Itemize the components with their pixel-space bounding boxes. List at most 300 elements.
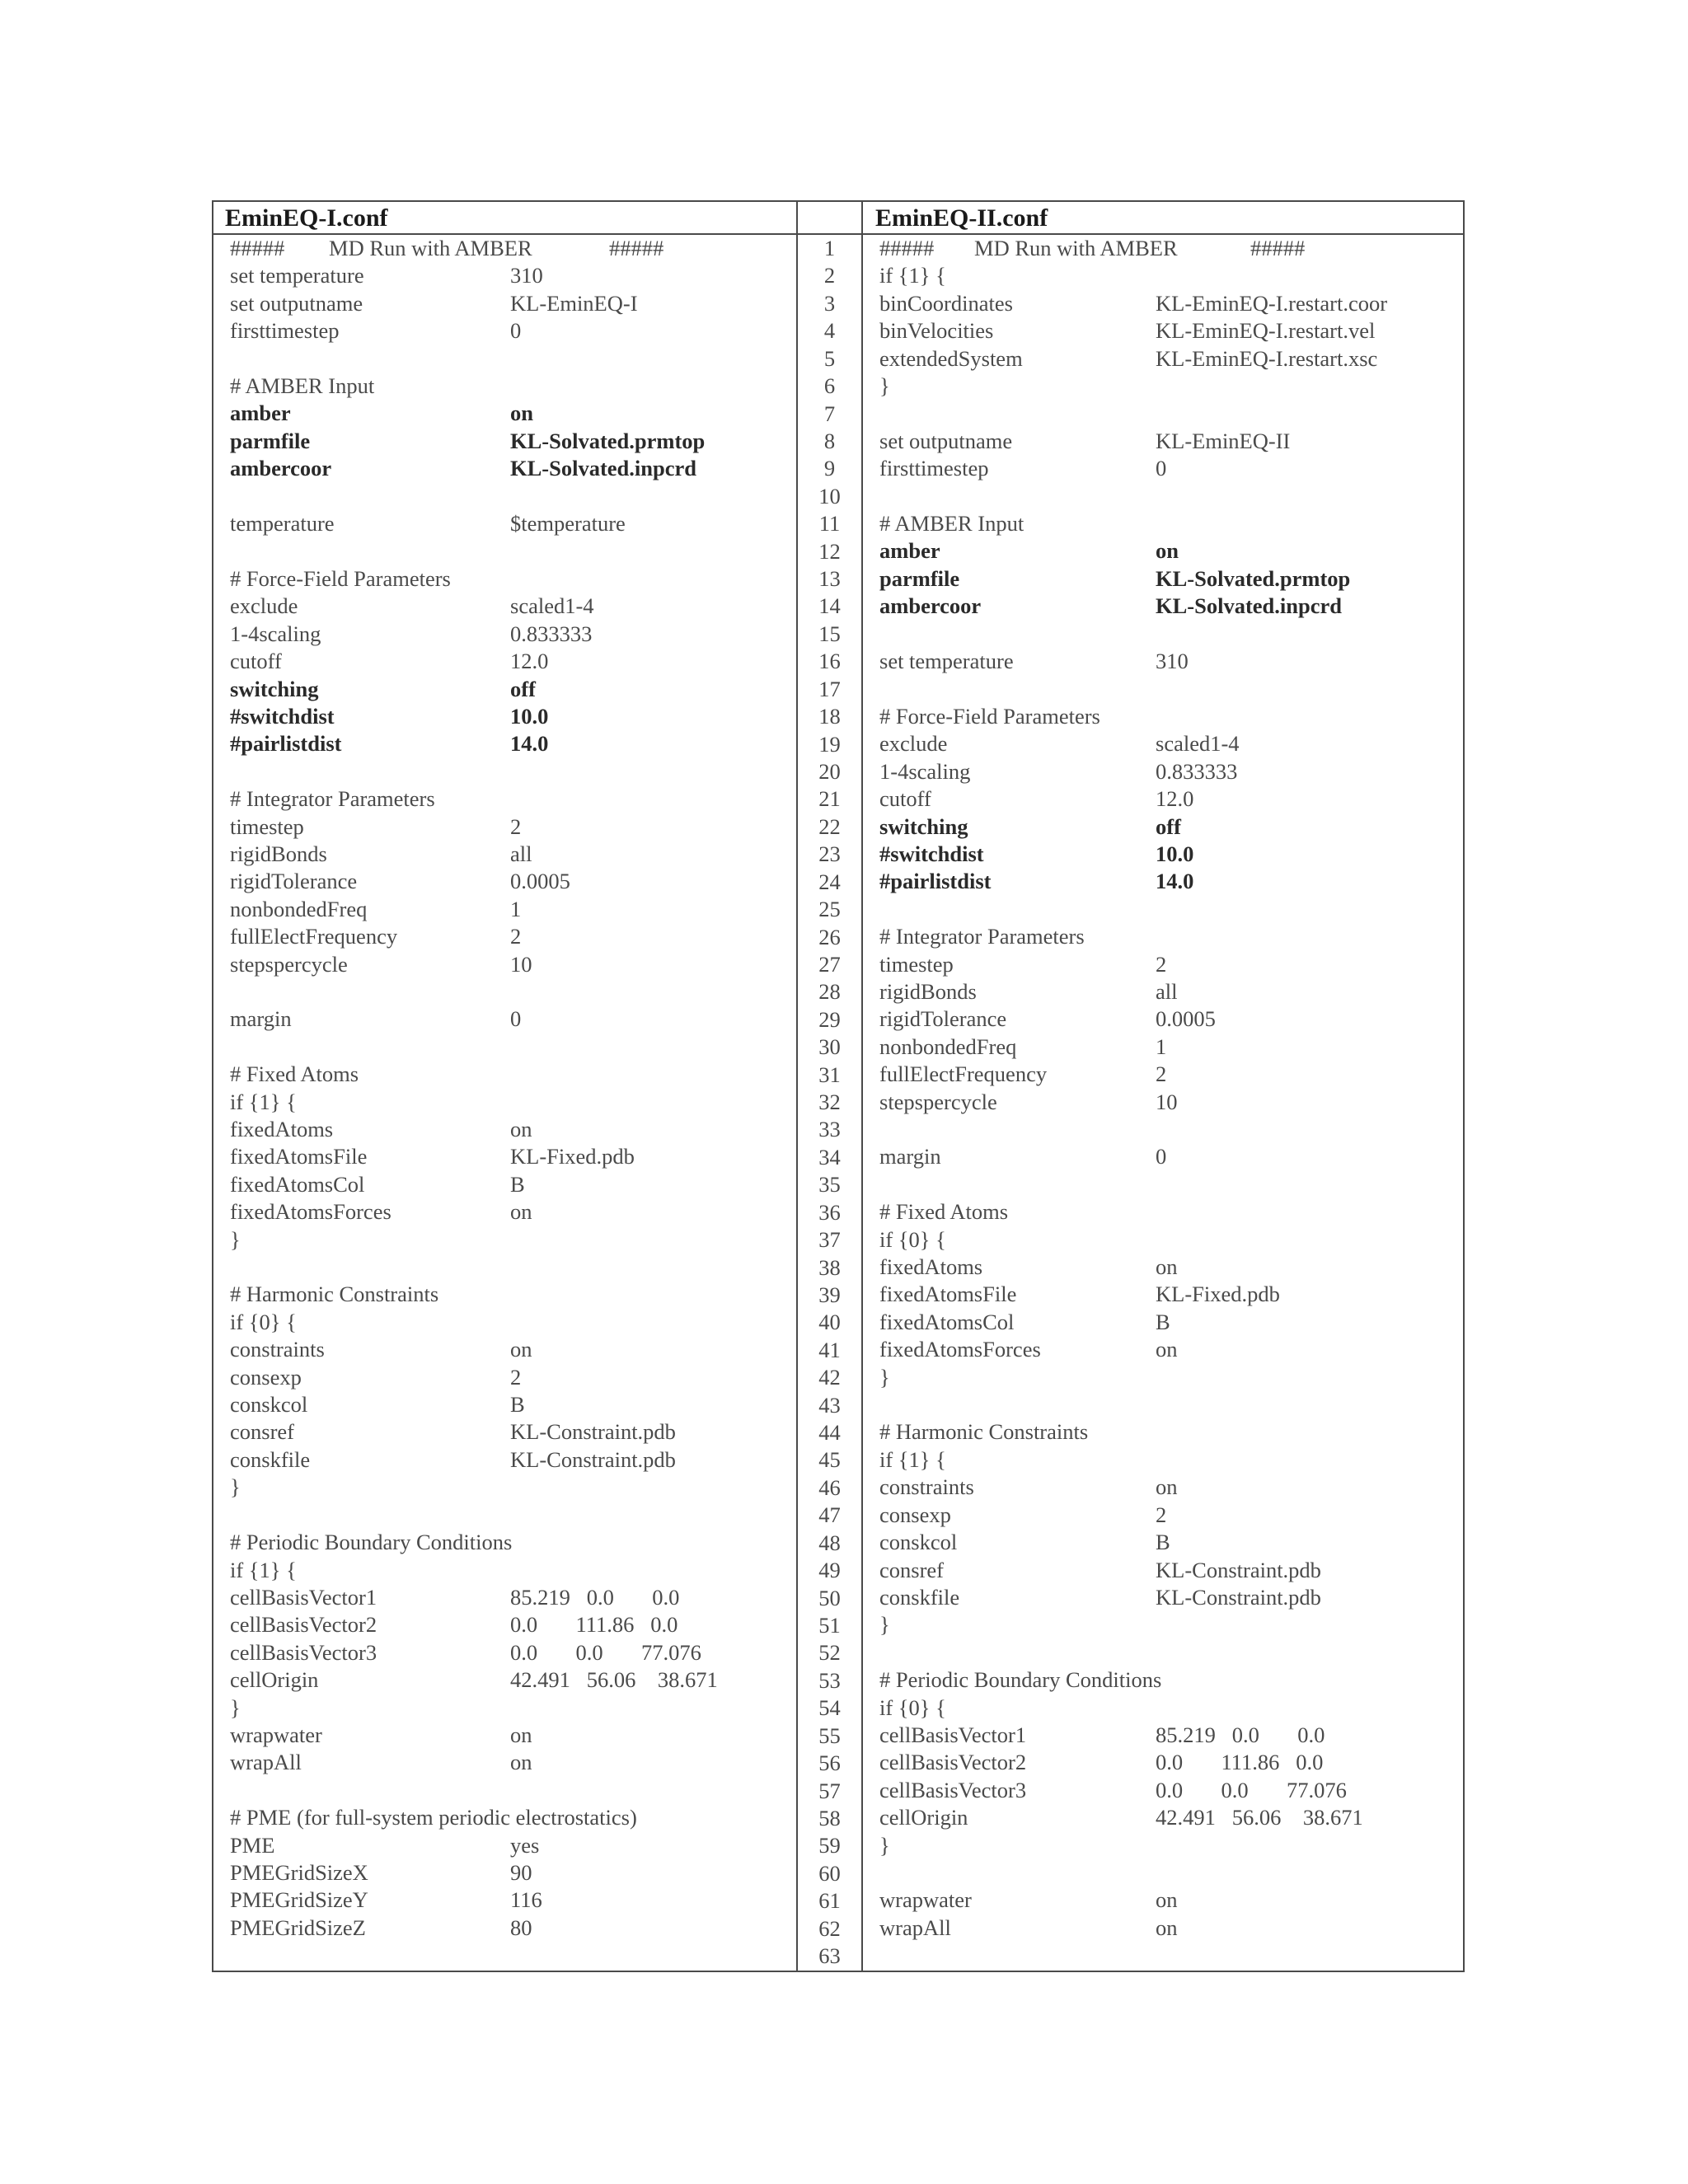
- config-line: [879, 703, 1456, 730]
- config-line: [879, 483, 1456, 510]
- config-line: [879, 1033, 1456, 1061]
- config-line: [230, 1033, 790, 1061]
- line-number: 5: [823, 345, 836, 371]
- config-key: binVelocities: [879, 318, 994, 344]
- config-line: [230, 785, 790, 813]
- config-key: margin: [230, 1006, 292, 1032]
- line-number: 61: [818, 1888, 841, 1914]
- line-number: 63: [818, 1943, 841, 1969]
- config-line: [879, 1886, 1456, 1914]
- config-line: [879, 1089, 1456, 1116]
- config-key: cellBasisVector3: [230, 1639, 377, 1665]
- config-value: KL-Constraint.pdb: [510, 1446, 676, 1472]
- config-value: on: [1156, 1915, 1178, 1940]
- config-value: 12.0: [510, 649, 549, 674]
- config-line: [879, 785, 1456, 813]
- line-number: 48: [818, 1530, 841, 1555]
- config-key: set temperature: [230, 263, 364, 288]
- config-key: # Harmonic Constraints: [879, 1419, 1089, 1445]
- config-value: 0.0005: [1156, 1006, 1216, 1032]
- config-key: parmfile: [230, 428, 311, 453]
- config-line: [230, 648, 790, 675]
- line-number: 36: [818, 1199, 841, 1225]
- config-value: on: [510, 1337, 532, 1362]
- config-value: on: [510, 1722, 532, 1747]
- line-number: 20: [818, 758, 841, 784]
- config-value: KL-Solvated.inpcrd: [510, 456, 697, 481]
- config-value: 0.833333: [510, 621, 593, 646]
- config-value: 1: [510, 896, 522, 921]
- config-key: cellOrigin: [230, 1667, 319, 1693]
- config-key: fixedAtomsFile: [230, 1144, 368, 1169]
- config-line: [879, 345, 1456, 373]
- config-value: 0.833333: [1156, 758, 1238, 784]
- config-key: wrapwater: [230, 1722, 322, 1747]
- line-number: 1: [823, 236, 836, 260]
- config-value: 10: [510, 951, 532, 977]
- config-line: [879, 317, 1456, 344]
- config-line: [879, 1391, 1456, 1418]
- config-line: [879, 1061, 1456, 1088]
- config-key: firsttimestep: [879, 456, 989, 481]
- config-key: cutoff: [879, 786, 931, 812]
- config-key: fixedAtomsForces: [879, 1337, 1041, 1362]
- config-line: [879, 1005, 1456, 1033]
- config-line: [230, 1336, 790, 1363]
- config-key: # AMBER Input: [879, 511, 1025, 537]
- config-value: 0.0 111.86 0.0: [510, 1612, 678, 1638]
- config-key: }: [230, 1694, 241, 1720]
- config-key: # AMBER Input: [230, 373, 375, 399]
- config-line: [230, 510, 790, 537]
- config-key: switching: [879, 813, 968, 839]
- config-value: KL-Solvated.prmtop: [510, 428, 706, 453]
- line-number: 18: [818, 704, 841, 729]
- line-number: 19: [818, 731, 841, 757]
- config-value: 2: [510, 813, 522, 839]
- line-number: 39: [818, 1282, 841, 1307]
- config-line: [879, 676, 1456, 703]
- config-value: on: [1156, 1474, 1178, 1500]
- config-key: fixedAtomsForces: [230, 1199, 392, 1225]
- config-value: 10: [1156, 1089, 1178, 1114]
- config-value: 12.0: [1156, 786, 1194, 812]
- config-value: 2: [510, 924, 522, 949]
- line-number: 58: [818, 1805, 841, 1830]
- config-key: stepspercycle: [879, 1089, 997, 1114]
- config-value: 0.0005: [510, 869, 570, 894]
- line-number: 46: [818, 1474, 841, 1500]
- line-number: 31: [818, 1062, 841, 1087]
- line-number: 28: [818, 979, 841, 1005]
- config-line: [230, 1198, 790, 1226]
- config-line: [230, 676, 790, 703]
- line-number: 45: [818, 1447, 841, 1473]
- config-line: [230, 1226, 790, 1254]
- config-line: [879, 1502, 1456, 1529]
- config-line: [879, 1364, 1456, 1391]
- config-key: #pairlistdist: [879, 869, 992, 894]
- line-number: 35: [818, 1172, 841, 1197]
- config-key: consref: [230, 1419, 294, 1445]
- config-value: 0.0 0.0 77.076: [1156, 1777, 1347, 1802]
- config-key: conskcol: [879, 1530, 958, 1555]
- config-key: conskcol: [230, 1392, 308, 1418]
- config-line: [879, 730, 1456, 757]
- config-comparison-table: [212, 200, 1465, 1972]
- config-line: [879, 1418, 1456, 1446]
- config-line: [230, 1859, 790, 1886]
- line-number: 22: [818, 813, 841, 839]
- config-value: yes: [510, 1832, 540, 1858]
- config-line: [230, 1886, 790, 1914]
- config-key: wrapwater: [879, 1887, 972, 1913]
- config-key: extendedSystem: [879, 345, 1023, 371]
- config-value: KL-Constraint.pdb: [1156, 1557, 1321, 1582]
- config-line: [230, 1254, 790, 1281]
- config-key: rigidBonds: [879, 978, 977, 1004]
- config-line: [230, 373, 790, 400]
- config-value: KL-EminEQ-I.restart.coor: [1156, 290, 1388, 316]
- line-number: 26: [818, 924, 841, 949]
- config-value: 80: [510, 1915, 532, 1940]
- config-value: all: [1156, 978, 1178, 1004]
- line-number: 24: [818, 869, 841, 894]
- config-line: [879, 1198, 1456, 1226]
- banner-hashes-left: #####: [230, 236, 285, 260]
- config-line: [879, 1336, 1456, 1363]
- config-key: PME: [230, 1832, 275, 1858]
- config-key: # Integrator Parameters: [230, 786, 435, 812]
- config-line: [230, 345, 790, 373]
- config-value: KL-Fixed.pdb: [510, 1144, 635, 1169]
- config-line: [879, 1666, 1456, 1694]
- config-key: cellBasisVector2: [879, 1750, 1027, 1775]
- config-line: [879, 978, 1456, 1005]
- config-line: [879, 1584, 1456, 1611]
- config-line: [879, 1832, 1456, 1859]
- config-key: ambercoor: [879, 593, 982, 619]
- config-line: [230, 235, 790, 262]
- config-key: fullElectFrequency: [879, 1062, 1048, 1087]
- config-value: scaled1-4: [510, 593, 594, 619]
- config-key: # Force-Field Parameters: [879, 703, 1100, 729]
- config-key: if {1} {: [230, 1557, 297, 1582]
- config-line: [230, 1639, 790, 1666]
- config-value: B: [1156, 1309, 1170, 1334]
- config-key: parmfile: [879, 565, 960, 591]
- config-line: [230, 1942, 790, 1969]
- config-line: [879, 1116, 1456, 1143]
- config-line: [230, 400, 790, 427]
- line-number: 50: [818, 1585, 841, 1610]
- config-line: [230, 537, 790, 565]
- config-key: if {0} {: [230, 1309, 297, 1334]
- config-line: [230, 455, 790, 482]
- banner-hashes-left: #####: [879, 236, 935, 260]
- line-number: 6: [823, 373, 836, 399]
- config-value: 310: [1156, 649, 1189, 674]
- config-key: if {0} {: [879, 1226, 946, 1252]
- config-line: [879, 1529, 1456, 1556]
- config-line: [230, 1089, 790, 1116]
- config-line: [879, 400, 1456, 427]
- config-line: [879, 1639, 1456, 1666]
- config-line: [879, 1915, 1456, 1942]
- config-key: nonbondedFreq: [879, 1033, 1017, 1059]
- config-line: [230, 1749, 790, 1776]
- config-line: [230, 1391, 790, 1418]
- banner-hashes-right: #####: [609, 236, 664, 260]
- config-key: set outputname: [879, 428, 1013, 453]
- line-number: 41: [818, 1337, 841, 1362]
- config-value: on: [1156, 1254, 1178, 1280]
- config-value: off: [1156, 813, 1181, 839]
- config-key: firsttimestep: [230, 318, 340, 344]
- config-key: wrapAll: [879, 1915, 951, 1940]
- line-number: 44: [818, 1420, 841, 1446]
- config-value: all: [510, 841, 532, 866]
- config-key: rigidBonds: [230, 841, 327, 866]
- config-value: 85.219 0.0 0.0: [510, 1584, 680, 1610]
- config-key: amber: [230, 401, 291, 426]
- config-line: [879, 373, 1456, 400]
- config-line: [230, 730, 790, 757]
- config-key: PMEGridSizeY: [230, 1887, 368, 1913]
- line-number: 53: [818, 1667, 841, 1693]
- config-key: if {1} {: [879, 263, 946, 288]
- config-line: [230, 1777, 790, 1804]
- config-line: [230, 896, 790, 923]
- config-line: [879, 1474, 1456, 1501]
- config-line: [879, 1859, 1456, 1886]
- config-value: 1: [1156, 1033, 1167, 1059]
- config-key: consref: [879, 1557, 944, 1582]
- config-line: [230, 813, 790, 841]
- config-key: fixedAtomsFile: [879, 1282, 1017, 1307]
- line-number: 52: [818, 1640, 841, 1666]
- config-line: [230, 1611, 790, 1638]
- line-number: 54: [818, 1695, 841, 1721]
- config-key: nonbondedFreq: [230, 896, 368, 921]
- config-value: 14.0: [1156, 869, 1194, 894]
- config-line: [879, 1281, 1456, 1308]
- config-key: 1-4scaling: [230, 621, 321, 646]
- config-key: cellOrigin: [879, 1805, 968, 1830]
- config-line: [230, 428, 790, 455]
- config-key: timestep: [879, 951, 954, 977]
- config-key: exclude: [879, 731, 948, 757]
- config-key: }: [879, 373, 890, 399]
- config-key: }: [230, 1474, 241, 1500]
- line-number: 12: [818, 538, 841, 564]
- config-line: [230, 978, 790, 1005]
- config-line: [230, 758, 790, 785]
- line-number: 32: [818, 1090, 841, 1115]
- config-value: off: [510, 676, 536, 701]
- line-number: 13: [818, 566, 841, 592]
- config-key: rigidTolerance: [230, 869, 358, 894]
- config-value: KL-Constraint.pdb: [510, 1419, 676, 1445]
- config-value: 0.0 0.0 77.076: [510, 1639, 701, 1665]
- config-line: [230, 1584, 790, 1611]
- config-line: [230, 1309, 790, 1336]
- config-key: fixedAtoms: [879, 1254, 983, 1280]
- config-key: constraints: [230, 1337, 325, 1362]
- line-number: 11: [818, 511, 841, 537]
- line-number: 33: [818, 1117, 841, 1142]
- config-key: constraints: [879, 1474, 974, 1500]
- config-key: # Fixed Atoms: [879, 1199, 1009, 1225]
- line-number: 25: [818, 897, 841, 922]
- config-line: [230, 1804, 790, 1831]
- config-value: 10.0: [510, 703, 549, 729]
- line-number: 27: [818, 951, 841, 977]
- line-number: 38: [818, 1254, 841, 1280]
- config-value: KL-Solvated.inpcrd: [1156, 593, 1343, 619]
- config-key: }: [230, 1226, 241, 1252]
- config-line: [230, 951, 790, 978]
- config-line: [879, 758, 1456, 785]
- column-divider-right: [861, 202, 863, 1971]
- config-key: fixedAtomsCol: [879, 1309, 1015, 1334]
- line-number: 47: [818, 1502, 841, 1528]
- config-value: 2: [1156, 951, 1167, 977]
- line-number: 55: [818, 1722, 841, 1748]
- config-key: set temperature: [879, 649, 1014, 674]
- config-key: timestep: [230, 813, 304, 839]
- config-key: }: [879, 1832, 890, 1858]
- line-number: 60: [818, 1860, 841, 1886]
- config-line: [230, 868, 790, 895]
- config-line: [230, 593, 790, 620]
- line-number: 51: [818, 1613, 841, 1638]
- config-key: margin: [879, 1144, 941, 1169]
- config-key: conskfile: [879, 1584, 960, 1610]
- config-line: [230, 1143, 790, 1170]
- config-key: exclude: [230, 593, 298, 619]
- config-value: KL-Solvated.prmtop: [1156, 565, 1351, 591]
- config-key: # Harmonic Constraints: [230, 1282, 439, 1307]
- config-line: [879, 1309, 1456, 1336]
- config-line: [230, 290, 790, 317]
- config-line: [230, 841, 790, 868]
- config-value: on: [510, 1117, 532, 1141]
- line-number: 9: [823, 456, 836, 481]
- config-line: [230, 1915, 790, 1942]
- config-key: amber: [879, 538, 940, 564]
- config-key: temperature: [230, 511, 335, 537]
- config-value: B: [1156, 1530, 1170, 1555]
- config-line: [879, 1749, 1456, 1776]
- config-line: [879, 1226, 1456, 1254]
- config-value: on: [1156, 1337, 1178, 1362]
- config-value: 0: [510, 318, 522, 344]
- config-key: # Force-Field Parameters: [230, 565, 451, 591]
- config-line: [879, 235, 1456, 262]
- config-line: [230, 1281, 790, 1308]
- config-line: [230, 1418, 790, 1446]
- config-line: [879, 1722, 1456, 1749]
- config-line: [879, 648, 1456, 675]
- config-line: [879, 841, 1456, 868]
- line-number: 8: [823, 428, 836, 453]
- config-value: scaled1-4: [1156, 731, 1240, 757]
- config-value: 85.219 0.0 0.0: [1156, 1722, 1325, 1747]
- config-line: [879, 1694, 1456, 1722]
- config-value: KL-EminEQ-I: [510, 290, 638, 316]
- config-line: [879, 923, 1456, 950]
- config-key: ambercoor: [230, 456, 332, 481]
- config-line: [230, 565, 790, 593]
- config-line: [879, 1777, 1456, 1804]
- config-line: [879, 565, 1456, 593]
- line-number: 43: [818, 1392, 841, 1418]
- config-key: stepspercycle: [230, 951, 348, 977]
- config-value: 42.491 56.06 38.671: [1156, 1805, 1363, 1830]
- config-line: [879, 1143, 1456, 1170]
- line-number: 16: [818, 649, 841, 674]
- line-number: 7: [823, 401, 836, 426]
- config-key: conskfile: [230, 1446, 311, 1472]
- config-value: on: [1156, 538, 1179, 564]
- config-line: [879, 593, 1456, 620]
- banner-title: MD Run with AMBER: [329, 236, 532, 260]
- config-value: on: [510, 1750, 532, 1775]
- line-number: 37: [818, 1227, 841, 1253]
- config-key: cellBasisVector1: [230, 1584, 377, 1610]
- config-value: 2: [1156, 1502, 1167, 1527]
- config-key: 1-4scaling: [879, 758, 971, 784]
- config-key: wrapAll: [230, 1750, 302, 1775]
- config-key: # Integrator Parameters: [879, 924, 1085, 949]
- config-line: [230, 1557, 790, 1584]
- config-line: [879, 1557, 1456, 1584]
- config-key: consexp: [230, 1364, 302, 1390]
- config-line: [230, 621, 790, 648]
- config-line: [879, 1446, 1456, 1474]
- right-config-listing: [879, 235, 1456, 1970]
- config-value: B: [510, 1171, 525, 1197]
- line-number: 3: [823, 290, 836, 316]
- config-line: [230, 1502, 790, 1529]
- line-number: 21: [818, 786, 841, 812]
- config-line: [879, 1171, 1456, 1198]
- config-key: if {1} {: [230, 1089, 297, 1114]
- config-line: [879, 896, 1456, 923]
- config-line: [230, 1364, 790, 1391]
- config-key: }: [879, 1612, 890, 1638]
- config-line: [879, 1804, 1456, 1831]
- config-key: rigidTolerance: [879, 1006, 1007, 1032]
- line-number: 15: [818, 621, 841, 646]
- config-line: [879, 428, 1456, 455]
- config-value: 0: [510, 1006, 522, 1032]
- config-key: # Fixed Atoms: [230, 1062, 359, 1087]
- config-value: 0: [1156, 1144, 1167, 1169]
- config-value: 90: [510, 1859, 532, 1885]
- config-key: consexp: [879, 1502, 951, 1527]
- config-line: [230, 923, 790, 950]
- config-key: PMEGridSizeX: [230, 1859, 368, 1885]
- config-value: KL-EminEQ-I.restart.xsc: [1156, 345, 1378, 371]
- left-config-listing: [230, 235, 790, 1970]
- config-key: cellBasisVector1: [879, 1722, 1027, 1747]
- config-key: if {1} {: [879, 1446, 946, 1472]
- config-line: [230, 1694, 790, 1722]
- config-value: 116: [510, 1887, 542, 1913]
- config-line: [230, 1116, 790, 1143]
